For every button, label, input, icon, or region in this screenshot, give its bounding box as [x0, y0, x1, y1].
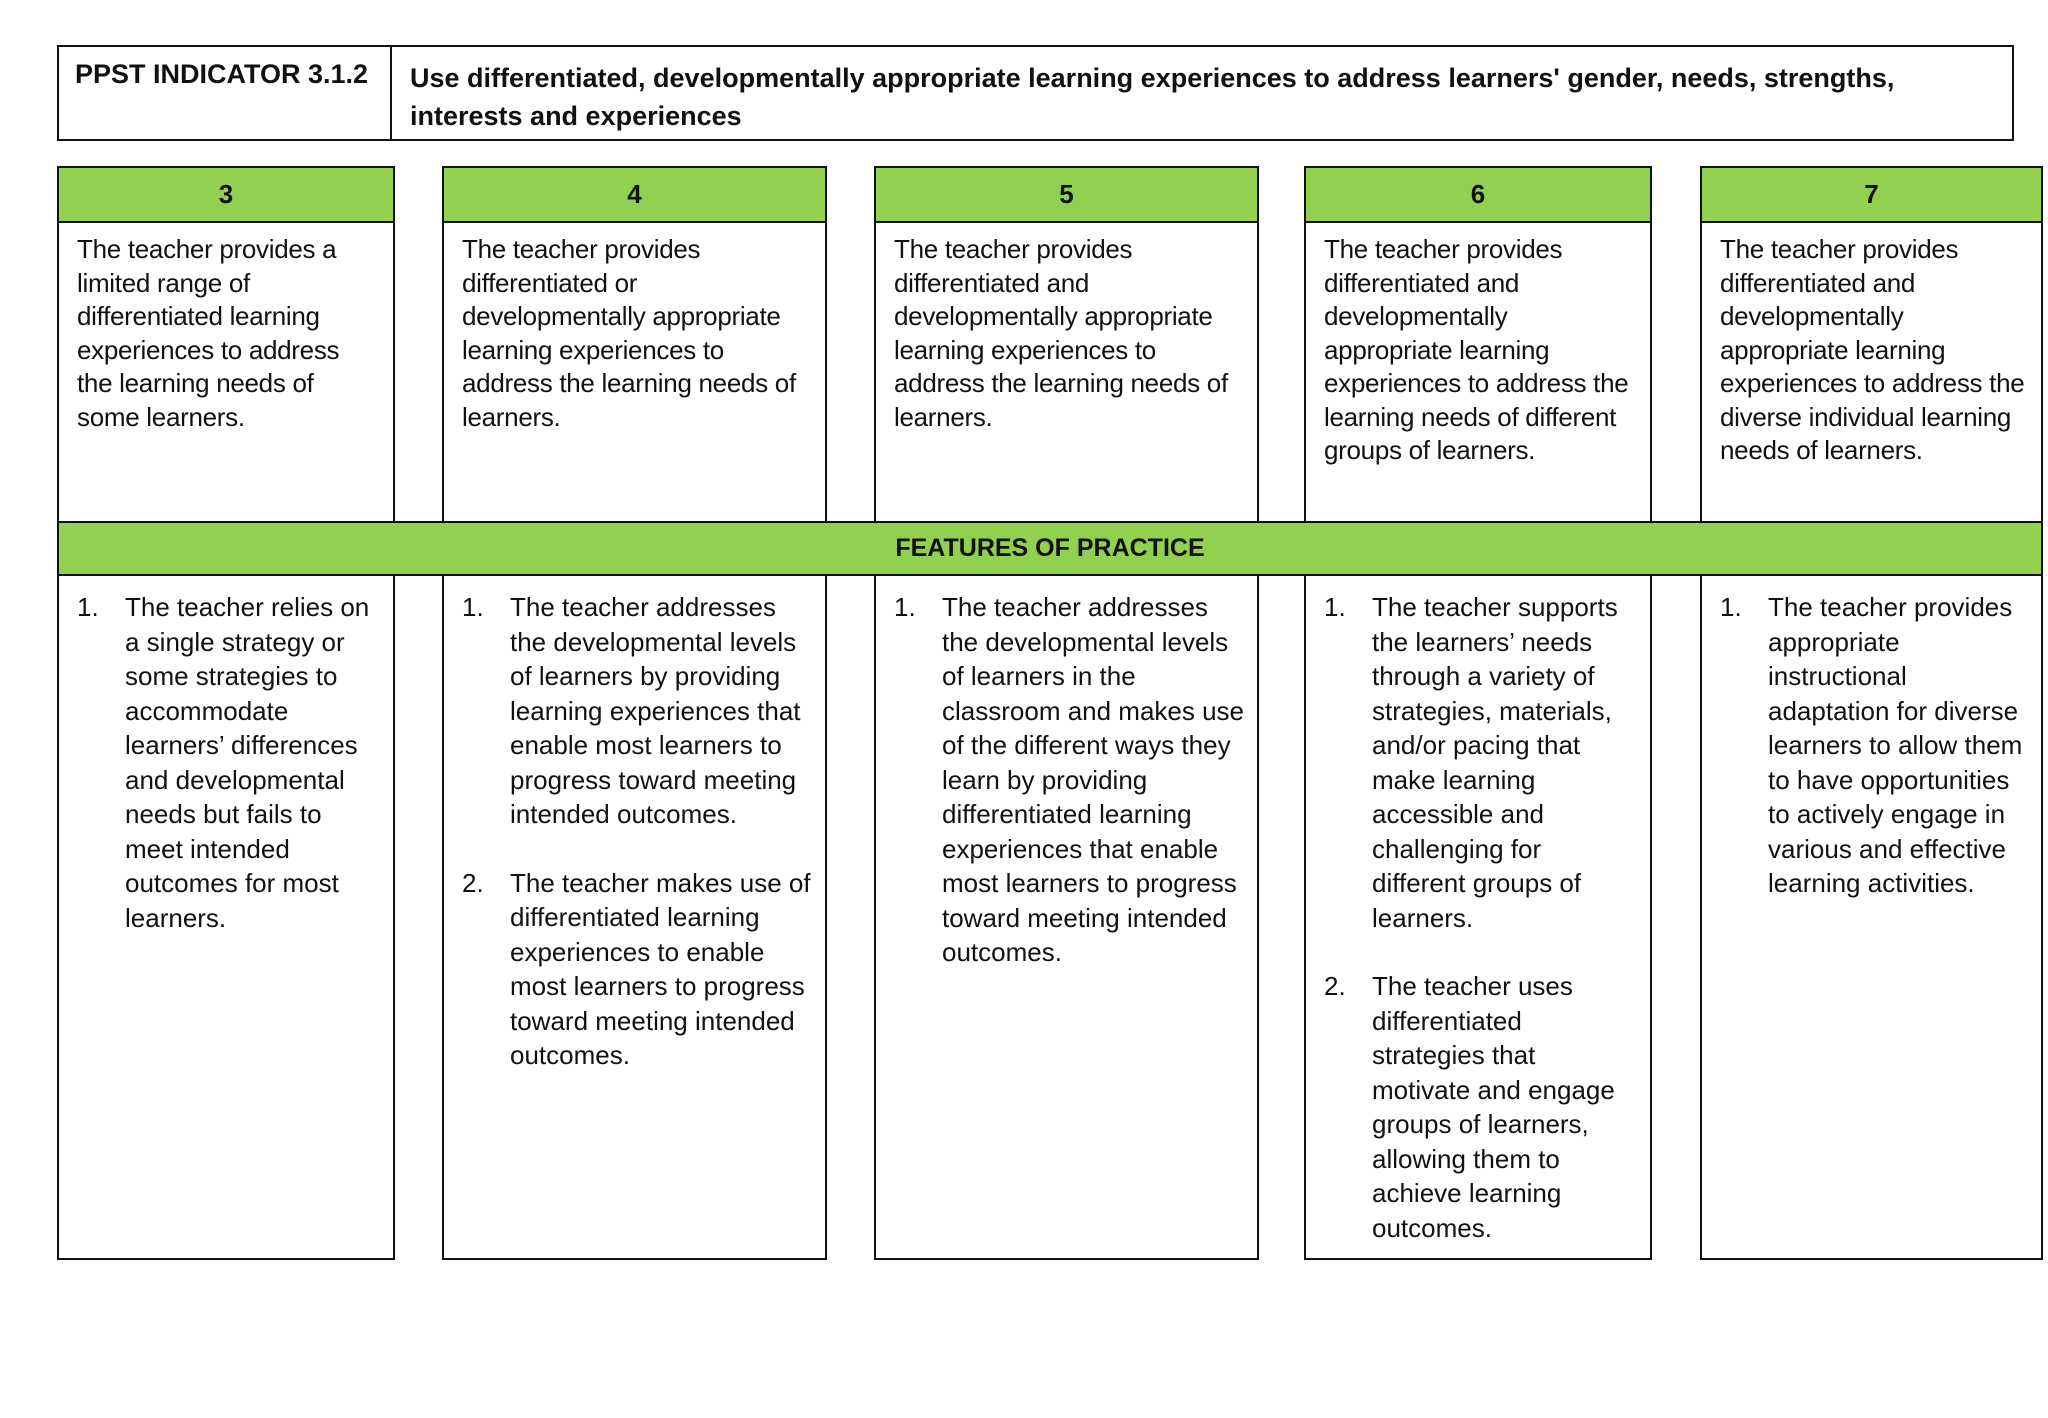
- list-item: 1. The teacher supports the learners’ needs through a variety of strategies, materials, and/or pacing that make learning accessible and challenging for different groups of learners.: [1324, 592, 1618, 933]
- features-list: [876, 582, 1257, 1258]
- indicator-description: Use differentiated, developmentally appropriate learning experiences to address learners' gender, needs, strengths, interests and experiences: [410, 63, 1895, 131]
- features-of-practice-heading: FEATURES OF PRACTICE: [57, 521, 2043, 576]
- list-item: 2. The teacher uses differentiated strategies that motivate and engage groups of learners, allowing them to achieve learning outcomes.: [1324, 971, 1615, 1243]
- list-item: 1. The teacher addresses the developmental levels of learners by providing learning experiences that enable most learners to progress toward meeting intended outcomes.: [462, 592, 801, 829]
- level-description: The teacher provides differentiated or developmentally appropriate learning experiences to address the learning needs of learners.: [462, 234, 796, 432]
- features-list: [1306, 582, 1650, 1258]
- level-heading: 3: [59, 168, 393, 223]
- features-list: [444, 582, 825, 1258]
- features-list: [1702, 582, 2041, 1258]
- level-heading: 5: [876, 168, 1257, 223]
- list-item: 2. The teacher makes use of differentiated learning experiences to enable most learners to progress toward meeting intended outcomes.: [462, 867, 811, 1070]
- level-column-3: [57, 166, 395, 1260]
- level-description: The teacher provides a limited range of differentiated learning experiences to address the learning needs of some learners.: [77, 234, 340, 432]
- list-item: 1. The teacher relies on a single strategy or some strategies to accommodate learners’ differences and developmental needs but fails to meet intended outcomes for most learners.: [77, 592, 370, 933]
- level-heading: 7: [1702, 168, 2041, 223]
- level-description: The teacher provides differentiated and developmentally appropriate learning experiences to address the learning needs of different groups of learners.: [1324, 234, 1629, 465]
- level-column-5: [874, 166, 1259, 1260]
- level-description: The teacher provides differentiated and developmentally appropriate learning experiences to address the diverse individual learning needs of learners.: [1720, 234, 2025, 465]
- level-column-4: [442, 166, 827, 1260]
- indicator-header: [57, 45, 2014, 141]
- level-heading: 4: [444, 168, 825, 223]
- level-column-7: [1700, 166, 2043, 1260]
- level-heading: 6: [1306, 168, 1650, 223]
- level-column-6: [1304, 166, 1652, 1260]
- indicator-code: PPST INDICATOR 3.1.2: [59, 47, 392, 139]
- list-item: 1. The teacher provides appropriate instructional adaptation for diverse learners to allow them to have opportunities to actively engage in various and effective learning activities.: [1720, 592, 2023, 898]
- features-list: [59, 582, 393, 1258]
- list-item: 1. The teacher addresses the developmental levels of learners in the classroom and makes use of the different ways they learn by providing differentiated learning experiences that enable most learners to progress toward meeting intended outcomes.: [894, 592, 1245, 967]
- level-description: The teacher provides differentiated and developmentally appropriate learning experiences to address the learning needs of learners.: [894, 234, 1228, 432]
